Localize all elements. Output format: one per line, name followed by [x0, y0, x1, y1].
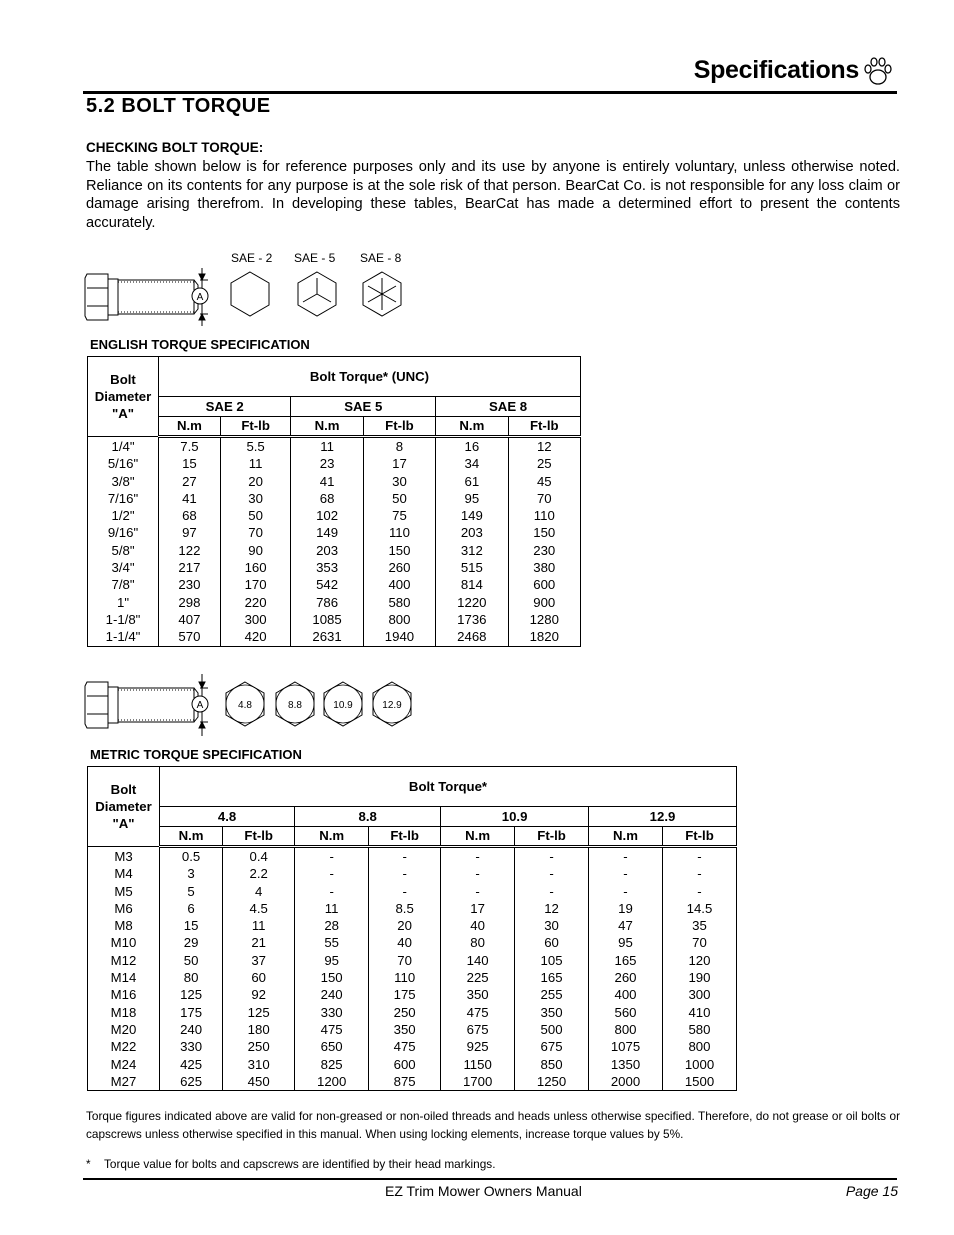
torque-value-cell: 16 — [436, 437, 508, 456]
torque-value-cell: 312 — [436, 542, 508, 559]
torque-value-cell: - — [662, 865, 736, 882]
torque-value-cell: 55 — [295, 934, 369, 951]
table-row — [88, 847, 737, 866]
bolt-diameter-cell: 1/4" — [88, 437, 159, 456]
unit-header: Ft-lb — [223, 827, 295, 847]
torque-value-cell: 1350 — [589, 1056, 663, 1073]
torque-value-cell: 20 — [220, 473, 291, 490]
torque-value-cell: 11 — [223, 917, 295, 934]
torque-value-cell: - — [515, 847, 589, 866]
bolt-diameter-cell: M22 — [88, 1038, 160, 1055]
table-row — [88, 437, 581, 456]
torque-value-cell: 175 — [160, 1004, 223, 1021]
torque-value-cell: 90 — [220, 542, 291, 559]
torque-header: Bolt Torque* (UNC) — [159, 357, 581, 397]
table-row — [88, 524, 581, 541]
table-row — [88, 1038, 737, 1055]
torque-value-cell: 225 — [441, 969, 515, 986]
unit-header: N.m — [436, 417, 508, 437]
metric-torque-table — [87, 766, 737, 1091]
torque-value-cell: - — [295, 847, 369, 866]
torque-value-cell: 92 — [223, 986, 295, 1003]
torque-value-cell: 230 — [508, 542, 580, 559]
bolt-diameter-cell: M24 — [88, 1056, 160, 1073]
table-row — [88, 986, 737, 1003]
torque-value-cell: 240 — [295, 986, 369, 1003]
section-title: 5.2 BOLT TORQUE — [86, 95, 271, 117]
torque-value-cell: 220 — [220, 594, 291, 611]
torque-value-cell: 475 — [369, 1038, 441, 1055]
table-row — [88, 594, 581, 611]
torque-value-cell: - — [369, 883, 441, 900]
torque-value-cell: 675 — [441, 1021, 515, 1038]
torque-value-cell: 542 — [291, 576, 363, 593]
torque-value-cell: 29 — [160, 934, 223, 951]
table-row — [88, 952, 737, 969]
diameter-label-a: A — [196, 700, 204, 711]
torque-value-cell: 17 — [441, 900, 515, 917]
torque-value-cell: 122 — [159, 542, 221, 559]
manual-title: EZ Trim Mower Owners Manual — [385, 1183, 582, 1199]
torque-value-cell: 515 — [436, 559, 508, 576]
torque-value-cell: 12 — [508, 437, 580, 456]
torque-value-cell: 560 — [589, 1004, 663, 1021]
unit-header: N.m — [589, 827, 663, 847]
torque-value-cell: 400 — [589, 986, 663, 1003]
torque-value-cell: 30 — [363, 473, 435, 490]
torque-value-cell: 1000 — [662, 1056, 736, 1073]
torque-value-cell: 14.5 — [662, 900, 736, 917]
torque-value-cell: - — [515, 865, 589, 882]
torque-value-cell: 28 — [295, 917, 369, 934]
torque-value-cell: 850 — [515, 1056, 589, 1073]
page-title: Specifications — [693, 56, 859, 84]
torque-value-cell: 5 — [160, 883, 223, 900]
grade-8-8-label: 8.8 — [288, 700, 302, 711]
torque-value-cell: 350 — [369, 1021, 441, 1038]
table-row — [88, 865, 737, 882]
torque-value-cell: 250 — [223, 1038, 295, 1055]
torque-value-cell: 1700 — [441, 1073, 515, 1091]
diameter-label-a: A — [196, 292, 204, 303]
bolt-diameter-cell: 1" — [88, 594, 159, 611]
torque-value-cell: 2.2 — [223, 865, 295, 882]
table-row — [88, 611, 581, 628]
sae-2-head — [231, 272, 269, 316]
torque-value-cell: 11 — [291, 437, 363, 456]
sae-8-label: SAE - 8 — [360, 251, 402, 265]
bolt-diameter-cell: M20 — [88, 1021, 160, 1038]
bolt-diameter-cell: 3/4" — [88, 559, 159, 576]
torque-value-cell: 625 — [160, 1073, 223, 1091]
torque-value-cell: 353 — [291, 559, 363, 576]
torque-value-cell: 102 — [291, 507, 363, 524]
intro-paragraph: The table shown below is for reference purposes only and its use by anyone is entirely voluntary, unless otherwise noted. Reliance on its contents for any purpose is at the sole risk of that person. BearCat Co. is not responsible for any loss claim or damage arising therefrom. In developing these tables, BearCat has made a determined effort to present the contents accurately. — [86, 159, 900, 231]
unit-header: Ft-lb — [515, 827, 589, 847]
torque-value-cell: 260 — [363, 559, 435, 576]
torque-value-cell: 95 — [436, 490, 508, 507]
grade-12-9-head — [373, 682, 411, 726]
english-torque-table — [87, 356, 581, 647]
torque-value-cell: 125 — [160, 986, 223, 1003]
torque-value-cell: 140 — [441, 952, 515, 969]
grade-header: 12.9 — [589, 807, 737, 827]
unit-header: Ft-lb — [220, 417, 291, 437]
page-number: Page 15 — [845, 1183, 898, 1199]
table-row — [88, 969, 737, 986]
torque-value-cell: 2000 — [589, 1073, 663, 1091]
torque-value-cell: 407 — [159, 611, 221, 628]
bearcat-paw-icon — [862, 56, 894, 88]
torque-value-cell: 68 — [291, 490, 363, 507]
torque-value-cell: 410 — [662, 1004, 736, 1021]
bolt-diameter-cell: M10 — [88, 934, 160, 951]
bolt-diameter-cell: M6 — [88, 900, 160, 917]
torque-value-cell: 8 — [363, 437, 435, 456]
bolt-diameter-cell: M12 — [88, 952, 160, 969]
bolt-diameter-cell: M4 — [88, 865, 160, 882]
unit-header: Ft-lb — [369, 827, 441, 847]
torque-value-cell: 260 — [589, 969, 663, 986]
torque-value-cell: - — [295, 883, 369, 900]
bolt-diameter-cell: M18 — [88, 1004, 160, 1021]
bolt-diameter-cell: M5 — [88, 883, 160, 900]
diameter-header: Bolt Diameter "A" — [88, 767, 160, 847]
grade-4-8-head — [226, 682, 264, 726]
table-row — [88, 576, 581, 593]
torque-value-cell: 4 — [223, 883, 295, 900]
torque-value-cell: 20 — [369, 917, 441, 934]
torque-value-cell: 925 — [441, 1038, 515, 1055]
bolt-diameter-cell: 5/8" — [88, 542, 159, 559]
torque-value-cell: 70 — [662, 934, 736, 951]
torque-value-cell: 165 — [515, 969, 589, 986]
torque-value-cell: 30 — [220, 490, 291, 507]
grade-header: SAE 8 — [436, 397, 581, 417]
grade-header: 4.8 — [160, 807, 295, 827]
metric-bolt-diagram — [84, 670, 424, 740]
bolt-diameter-cell: M27 — [88, 1073, 160, 1091]
grade-header: 8.8 — [295, 807, 441, 827]
torque-value-cell: 350 — [441, 986, 515, 1003]
torque-value-cell: 80 — [160, 969, 223, 986]
torque-value-cell: 41 — [291, 473, 363, 490]
torque-value-cell: 11 — [295, 900, 369, 917]
torque-value-cell: 60 — [515, 934, 589, 951]
footnote: Torque value for bolts and capscrews are identified by their head markings. — [104, 1157, 496, 1171]
table-row — [88, 883, 737, 900]
torque-value-cell: - — [441, 847, 515, 866]
table-row — [88, 934, 737, 951]
torque-value-cell: 23 — [291, 455, 363, 472]
torque-value-cell: 1736 — [436, 611, 508, 628]
torque-value-cell: 350 — [515, 1004, 589, 1021]
torque-value-cell: 1075 — [589, 1038, 663, 1055]
torque-value-cell: 15 — [160, 917, 223, 934]
torque-value-cell: 7.5 — [159, 437, 221, 456]
torque-value-cell: 580 — [662, 1021, 736, 1038]
torque-value-cell: 61 — [436, 473, 508, 490]
torque-value-cell: 50 — [160, 952, 223, 969]
torque-value-cell: 11 — [220, 455, 291, 472]
torque-value-cell: 300 — [662, 986, 736, 1003]
grade-header: SAE 2 — [159, 397, 291, 417]
torque-value-cell: 800 — [363, 611, 435, 628]
table-row — [88, 1021, 737, 1038]
table-row — [88, 900, 737, 917]
torque-value-cell: 37 — [223, 952, 295, 969]
torque-value-cell: 900 — [508, 594, 580, 611]
torque-value-cell: 175 — [369, 986, 441, 1003]
torque-value-cell: 500 — [515, 1021, 589, 1038]
torque-value-cell: - — [589, 847, 663, 866]
torque-value-cell: 330 — [295, 1004, 369, 1021]
torque-value-cell: 12 — [515, 900, 589, 917]
torque-value-cell: 6 — [160, 900, 223, 917]
torque-value-cell: 70 — [220, 524, 291, 541]
sae-8-head — [363, 272, 401, 316]
bolt-side-view — [85, 268, 208, 326]
torque-value-cell: 40 — [441, 917, 515, 934]
sae-5-head — [298, 272, 336, 316]
torque-value-cell: 1220 — [436, 594, 508, 611]
torque-value-cell: 580 — [363, 594, 435, 611]
grade-12-9-label: 12.9 — [382, 700, 402, 711]
grade-10-9-label: 10.9 — [333, 700, 353, 711]
torque-value-cell: 110 — [369, 969, 441, 986]
torque-value-cell: 170 — [220, 576, 291, 593]
torque-value-cell: 95 — [295, 952, 369, 969]
torque-value-cell: 786 — [291, 594, 363, 611]
torque-value-cell: 450 — [223, 1073, 295, 1091]
footer-rule — [83, 1178, 897, 1180]
unit-header: Ft-lb — [662, 827, 736, 847]
unit-header: N.m — [295, 827, 369, 847]
torque-value-cell: 1940 — [363, 628, 435, 646]
torque-value-cell: 41 — [159, 490, 221, 507]
grade-10-9-head — [324, 682, 362, 726]
torque-value-cell: 35 — [662, 917, 736, 934]
unit-header: N.m — [160, 827, 223, 847]
torque-value-cell: 0.4 — [223, 847, 295, 866]
torque-value-cell: - — [589, 883, 663, 900]
torque-value-cell: 8.5 — [369, 900, 441, 917]
unit-header: N.m — [291, 417, 363, 437]
bolt-diameter-cell: 9/16" — [88, 524, 159, 541]
torque-value-cell: 814 — [436, 576, 508, 593]
table-row — [88, 542, 581, 559]
torque-value-cell: 70 — [369, 952, 441, 969]
torque-value-cell: 30 — [515, 917, 589, 934]
torque-value-cell: 110 — [363, 524, 435, 541]
torque-value-cell: 75 — [363, 507, 435, 524]
torque-value-cell: 165 — [589, 952, 663, 969]
table-row — [88, 455, 581, 472]
torque-value-cell: 95 — [589, 934, 663, 951]
unit-header: N.m — [441, 827, 515, 847]
torque-value-cell: 1150 — [441, 1056, 515, 1073]
header-rule — [83, 91, 897, 94]
table-row — [88, 1073, 737, 1091]
bolt-diameter-cell: M3 — [88, 847, 160, 866]
torque-value-cell: 825 — [295, 1056, 369, 1073]
torque-value-cell: 150 — [508, 524, 580, 541]
bolt-diameter-cell: 5/16" — [88, 455, 159, 472]
table-row — [88, 1056, 737, 1073]
torque-value-cell: - — [369, 865, 441, 882]
torque-value-cell: 50 — [363, 490, 435, 507]
bolt-diameter-cell: M14 — [88, 969, 160, 986]
grade-4-8-label: 4.8 — [238, 700, 252, 711]
torque-value-cell: 50 — [220, 507, 291, 524]
metric-table-caption: METRIC TORQUE SPECIFICATION — [90, 747, 302, 762]
torque-value-cell: 149 — [436, 507, 508, 524]
torque-value-cell: 4.5 — [223, 900, 295, 917]
bolt-diameter-cell: 7/16" — [88, 490, 159, 507]
unit-header: Ft-lb — [508, 417, 580, 437]
torque-value-cell: 570 — [159, 628, 221, 646]
bolt-diameter-cell: 3/8" — [88, 473, 159, 490]
table-row — [88, 490, 581, 507]
torque-value-cell: 25 — [508, 455, 580, 472]
torque-value-cell: 5.5 — [220, 437, 291, 456]
torque-value-cell: 240 — [160, 1021, 223, 1038]
torque-value-cell: 230 — [159, 576, 221, 593]
torque-value-cell: 15 — [159, 455, 221, 472]
torque-value-cell: 150 — [295, 969, 369, 986]
torque-value-cell: 70 — [508, 490, 580, 507]
torque-value-cell: 60 — [223, 969, 295, 986]
torque-value-cell: 1500 — [662, 1073, 736, 1091]
bolt-diameter-cell: 7/8" — [88, 576, 159, 593]
torque-value-cell: 250 — [369, 1004, 441, 1021]
torque-value-cell: 380 — [508, 559, 580, 576]
torque-value-cell: 27 — [159, 473, 221, 490]
torque-header: Bolt Torque* — [160, 767, 737, 807]
diameter-header: Bolt Diameter "A" — [88, 357, 159, 437]
torque-value-cell: - — [369, 847, 441, 866]
torque-value-cell: 45 — [508, 473, 580, 490]
torque-value-cell: - — [295, 865, 369, 882]
torque-value-cell: 190 — [662, 969, 736, 986]
bolt-diameter-cell: M16 — [88, 986, 160, 1003]
torque-value-cell: 80 — [441, 934, 515, 951]
torque-validity-note: Torque figures indicated above are valid for non-greased or non-oiled threads and heads unless otherwise specified. Therefore, do not grease or oil bolts or capscrews unless otherwise specified in this manual. When using locking elements, increase torque values by 5%. — [86, 1109, 900, 1141]
torque-value-cell: 149 — [291, 524, 363, 541]
subheading: CHECKING BOLT TORQUE: — [86, 140, 264, 155]
sae-5-label: SAE - 5 — [294, 251, 336, 265]
torque-value-cell: 300 — [220, 611, 291, 628]
torque-value-cell: 475 — [441, 1004, 515, 1021]
torque-value-cell: 1200 — [295, 1073, 369, 1091]
torque-value-cell: 400 — [363, 576, 435, 593]
torque-value-cell: 800 — [589, 1021, 663, 1038]
grade-header: SAE 5 — [291, 397, 436, 417]
torque-value-cell: 150 — [363, 542, 435, 559]
torque-value-cell: 310 — [223, 1056, 295, 1073]
unit-header: Ft-lb — [363, 417, 435, 437]
torque-value-cell: 120 — [662, 952, 736, 969]
torque-value-cell: 425 — [160, 1056, 223, 1073]
table-row — [88, 507, 581, 524]
torque-value-cell: 800 — [662, 1038, 736, 1055]
torque-value-cell: 21 — [223, 934, 295, 951]
bolt-diameter-cell: 1-1/4" — [88, 628, 159, 646]
torque-value-cell: 17 — [363, 455, 435, 472]
torque-value-cell: 68 — [159, 507, 221, 524]
bolt-side-view — [85, 674, 208, 736]
torque-value-cell: 19 — [589, 900, 663, 917]
torque-value-cell: - — [441, 865, 515, 882]
torque-value-cell: 34 — [436, 455, 508, 472]
torque-value-cell: 675 — [515, 1038, 589, 1055]
torque-value-cell: - — [662, 883, 736, 900]
torque-value-cell: 0.5 — [160, 847, 223, 866]
torque-value-cell: 180 — [223, 1021, 295, 1038]
bolt-diameter-cell: 1/2" — [88, 507, 159, 524]
torque-value-cell: 3 — [160, 865, 223, 882]
torque-value-cell: - — [515, 883, 589, 900]
torque-value-cell: 1820 — [508, 628, 580, 646]
torque-value-cell: 203 — [436, 524, 508, 541]
torque-value-cell: 105 — [515, 952, 589, 969]
torque-value-cell: 217 — [159, 559, 221, 576]
table-row — [88, 473, 581, 490]
torque-value-cell: 600 — [369, 1056, 441, 1073]
footnote-mark: * — [86, 1157, 91, 1171]
table-row — [88, 917, 737, 934]
torque-value-cell: - — [441, 883, 515, 900]
torque-value-cell: 420 — [220, 628, 291, 646]
torque-value-cell: 1085 — [291, 611, 363, 628]
torque-value-cell: 600 — [508, 576, 580, 593]
sae-2-label: SAE - 2 — [231, 251, 273, 265]
torque-value-cell: 97 — [159, 524, 221, 541]
torque-value-cell: - — [589, 865, 663, 882]
torque-value-cell: - — [662, 847, 736, 866]
torque-value-cell: 110 — [508, 507, 580, 524]
unit-header: N.m — [159, 417, 221, 437]
torque-value-cell: 47 — [589, 917, 663, 934]
torque-value-cell: 475 — [295, 1021, 369, 1038]
torque-value-cell: 255 — [515, 986, 589, 1003]
torque-value-cell: 40 — [369, 934, 441, 951]
torque-value-cell: 203 — [291, 542, 363, 559]
grade-header: 10.9 — [441, 807, 589, 827]
torque-value-cell: 1250 — [515, 1073, 589, 1091]
grade-8-8-head — [276, 682, 314, 726]
torque-value-cell: 125 — [223, 1004, 295, 1021]
english-table-caption: ENGLISH TORQUE SPECIFICATION — [90, 337, 310, 352]
bolt-diameter-cell: M8 — [88, 917, 160, 934]
torque-value-cell: 2631 — [291, 628, 363, 646]
bolt-diameter-cell: 1-1/8" — [88, 611, 159, 628]
torque-value-cell: 650 — [295, 1038, 369, 1055]
torque-value-cell: 298 — [159, 594, 221, 611]
torque-value-cell: 2468 — [436, 628, 508, 646]
table-row — [88, 559, 581, 576]
torque-value-cell: 330 — [160, 1038, 223, 1055]
torque-value-cell: 875 — [369, 1073, 441, 1091]
table-row — [88, 1004, 737, 1021]
torque-value-cell: 1280 — [508, 611, 580, 628]
torque-value-cell: 160 — [220, 559, 291, 576]
table-row — [88, 628, 581, 646]
